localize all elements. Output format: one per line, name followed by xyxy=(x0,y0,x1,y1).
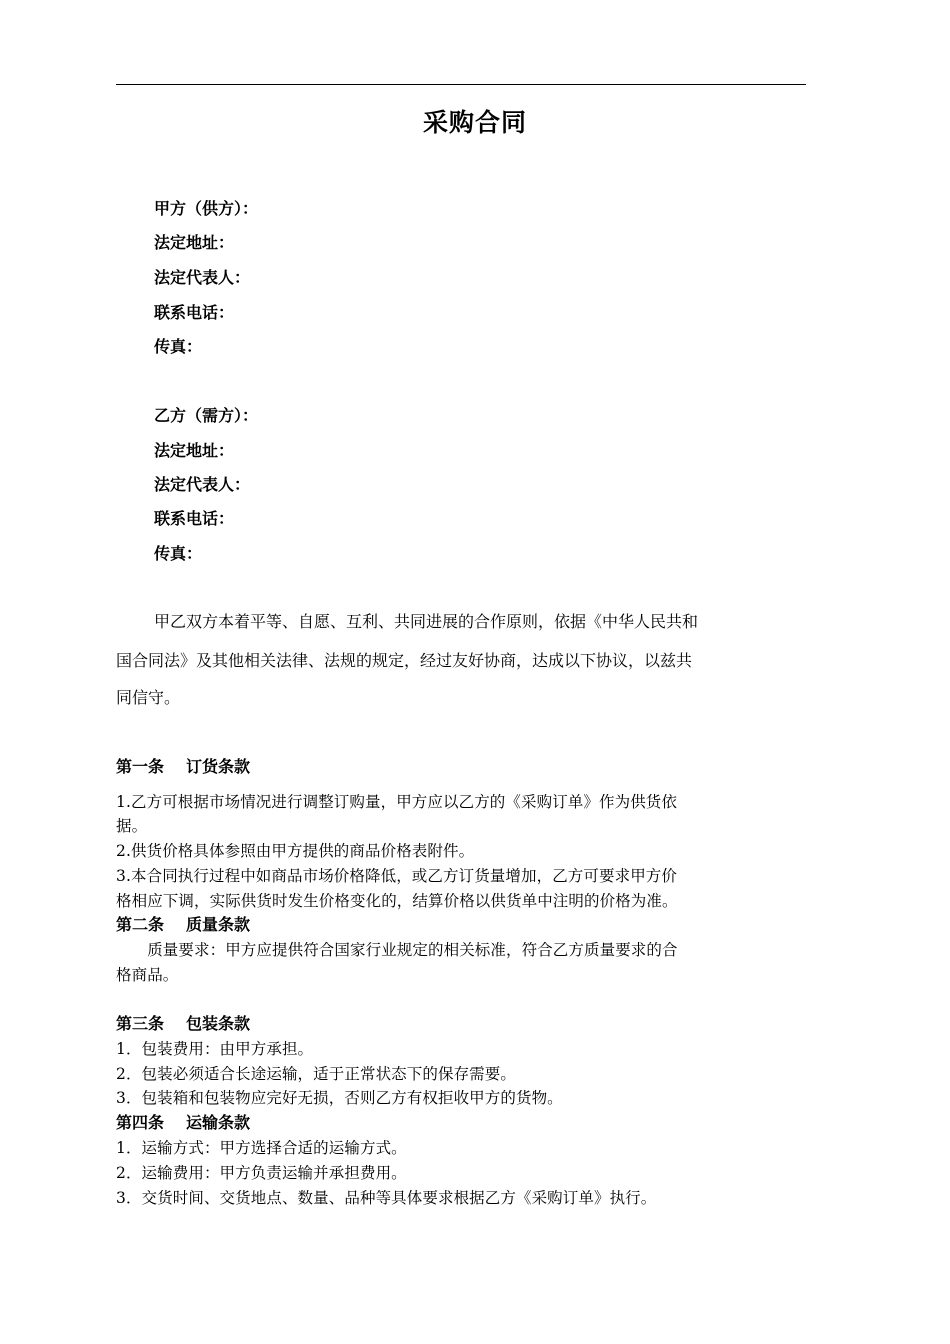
article-number: 第二条 xyxy=(116,915,165,934)
header-rule xyxy=(116,84,806,85)
article-heading xyxy=(116,1113,250,1133)
party-a-fax-label: 传真： xyxy=(154,337,203,356)
article-line: 2.供货价格具体参照由甲方提供的商品价格表附件。 xyxy=(116,842,475,860)
article-title: 包装条款 xyxy=(186,1014,251,1033)
article-line: 据。 xyxy=(116,817,148,835)
preamble-line: 同信守。 xyxy=(116,688,181,707)
party-b-fax-label: 传真： xyxy=(154,544,203,563)
party-a-representative-label: 法定代表人： xyxy=(154,268,251,287)
article-line: 3.本合同执行过程中如商品市场价格降低，或乙方订货量增加，乙方可要求甲方价 xyxy=(116,867,677,885)
article-line: 格相应下调，实际供货时发生价格变化的，结算价格以供货单中注明的价格为准。 xyxy=(116,892,678,910)
article-line: 2．包装必须适合长途运输，适于正常状态下的保存需要。 xyxy=(116,1065,516,1083)
preamble-line: 国合同法》及其他相关法律、法规的规定，经过友好协商，达成以下协议，以兹共 xyxy=(116,651,693,670)
party-b-representative-label: 法定代表人： xyxy=(154,475,251,494)
article-heading xyxy=(116,1014,250,1034)
article-line: 格商品。 xyxy=(116,966,179,984)
article-heading xyxy=(116,757,250,777)
article-line: 3．包装箱和包装物应完好无损，否则乙方有权拒收甲方的货物。 xyxy=(116,1089,563,1107)
party-b-name-label: 乙方（需方）： xyxy=(154,406,259,425)
article-line: 质量要求：甲方应提供符合国家行业规定的相关标准，符合乙方质量要求的合 xyxy=(116,941,678,959)
article-title: 质量条款 xyxy=(186,915,251,934)
party-b-address-label: 法定地址： xyxy=(154,441,235,460)
article-line: 1．包装费用：由甲方承担。 xyxy=(116,1040,314,1058)
article-line: 3．交货时间、交货地点、数量、品种等具体要求根据乙方《采购订单》执行。 xyxy=(116,1189,657,1207)
article-line: 1．运输方式：甲方选择合适的运输方式。 xyxy=(116,1139,407,1157)
party-a-address-label: 法定地址： xyxy=(154,233,235,252)
article-number: 第四条 xyxy=(116,1113,165,1132)
article-heading xyxy=(116,915,250,935)
preamble-line: 甲乙双方本着平等、自愿、互利、共同进展的合作原则，依据《中华人民共和 xyxy=(154,612,699,631)
document-title: 采购合同 xyxy=(422,108,527,137)
article-line: 2．运输费用：甲方负责运输并承担费用。 xyxy=(116,1164,407,1182)
party-a-phone-label: 联系电话： xyxy=(154,303,235,322)
article-line: 1.乙方可根据市场情况进行调整订购量，甲方应以乙方的《采购订单》作为供货依 xyxy=(116,793,677,811)
party-a-name-label: 甲方（供方）： xyxy=(154,199,259,218)
article-number: 第一条 xyxy=(116,757,165,776)
article-title: 订货条款 xyxy=(186,757,251,776)
party-b-phone-label: 联系电话： xyxy=(154,509,235,528)
article-number: 第三条 xyxy=(116,1014,165,1033)
article-title: 运输条款 xyxy=(186,1113,251,1132)
